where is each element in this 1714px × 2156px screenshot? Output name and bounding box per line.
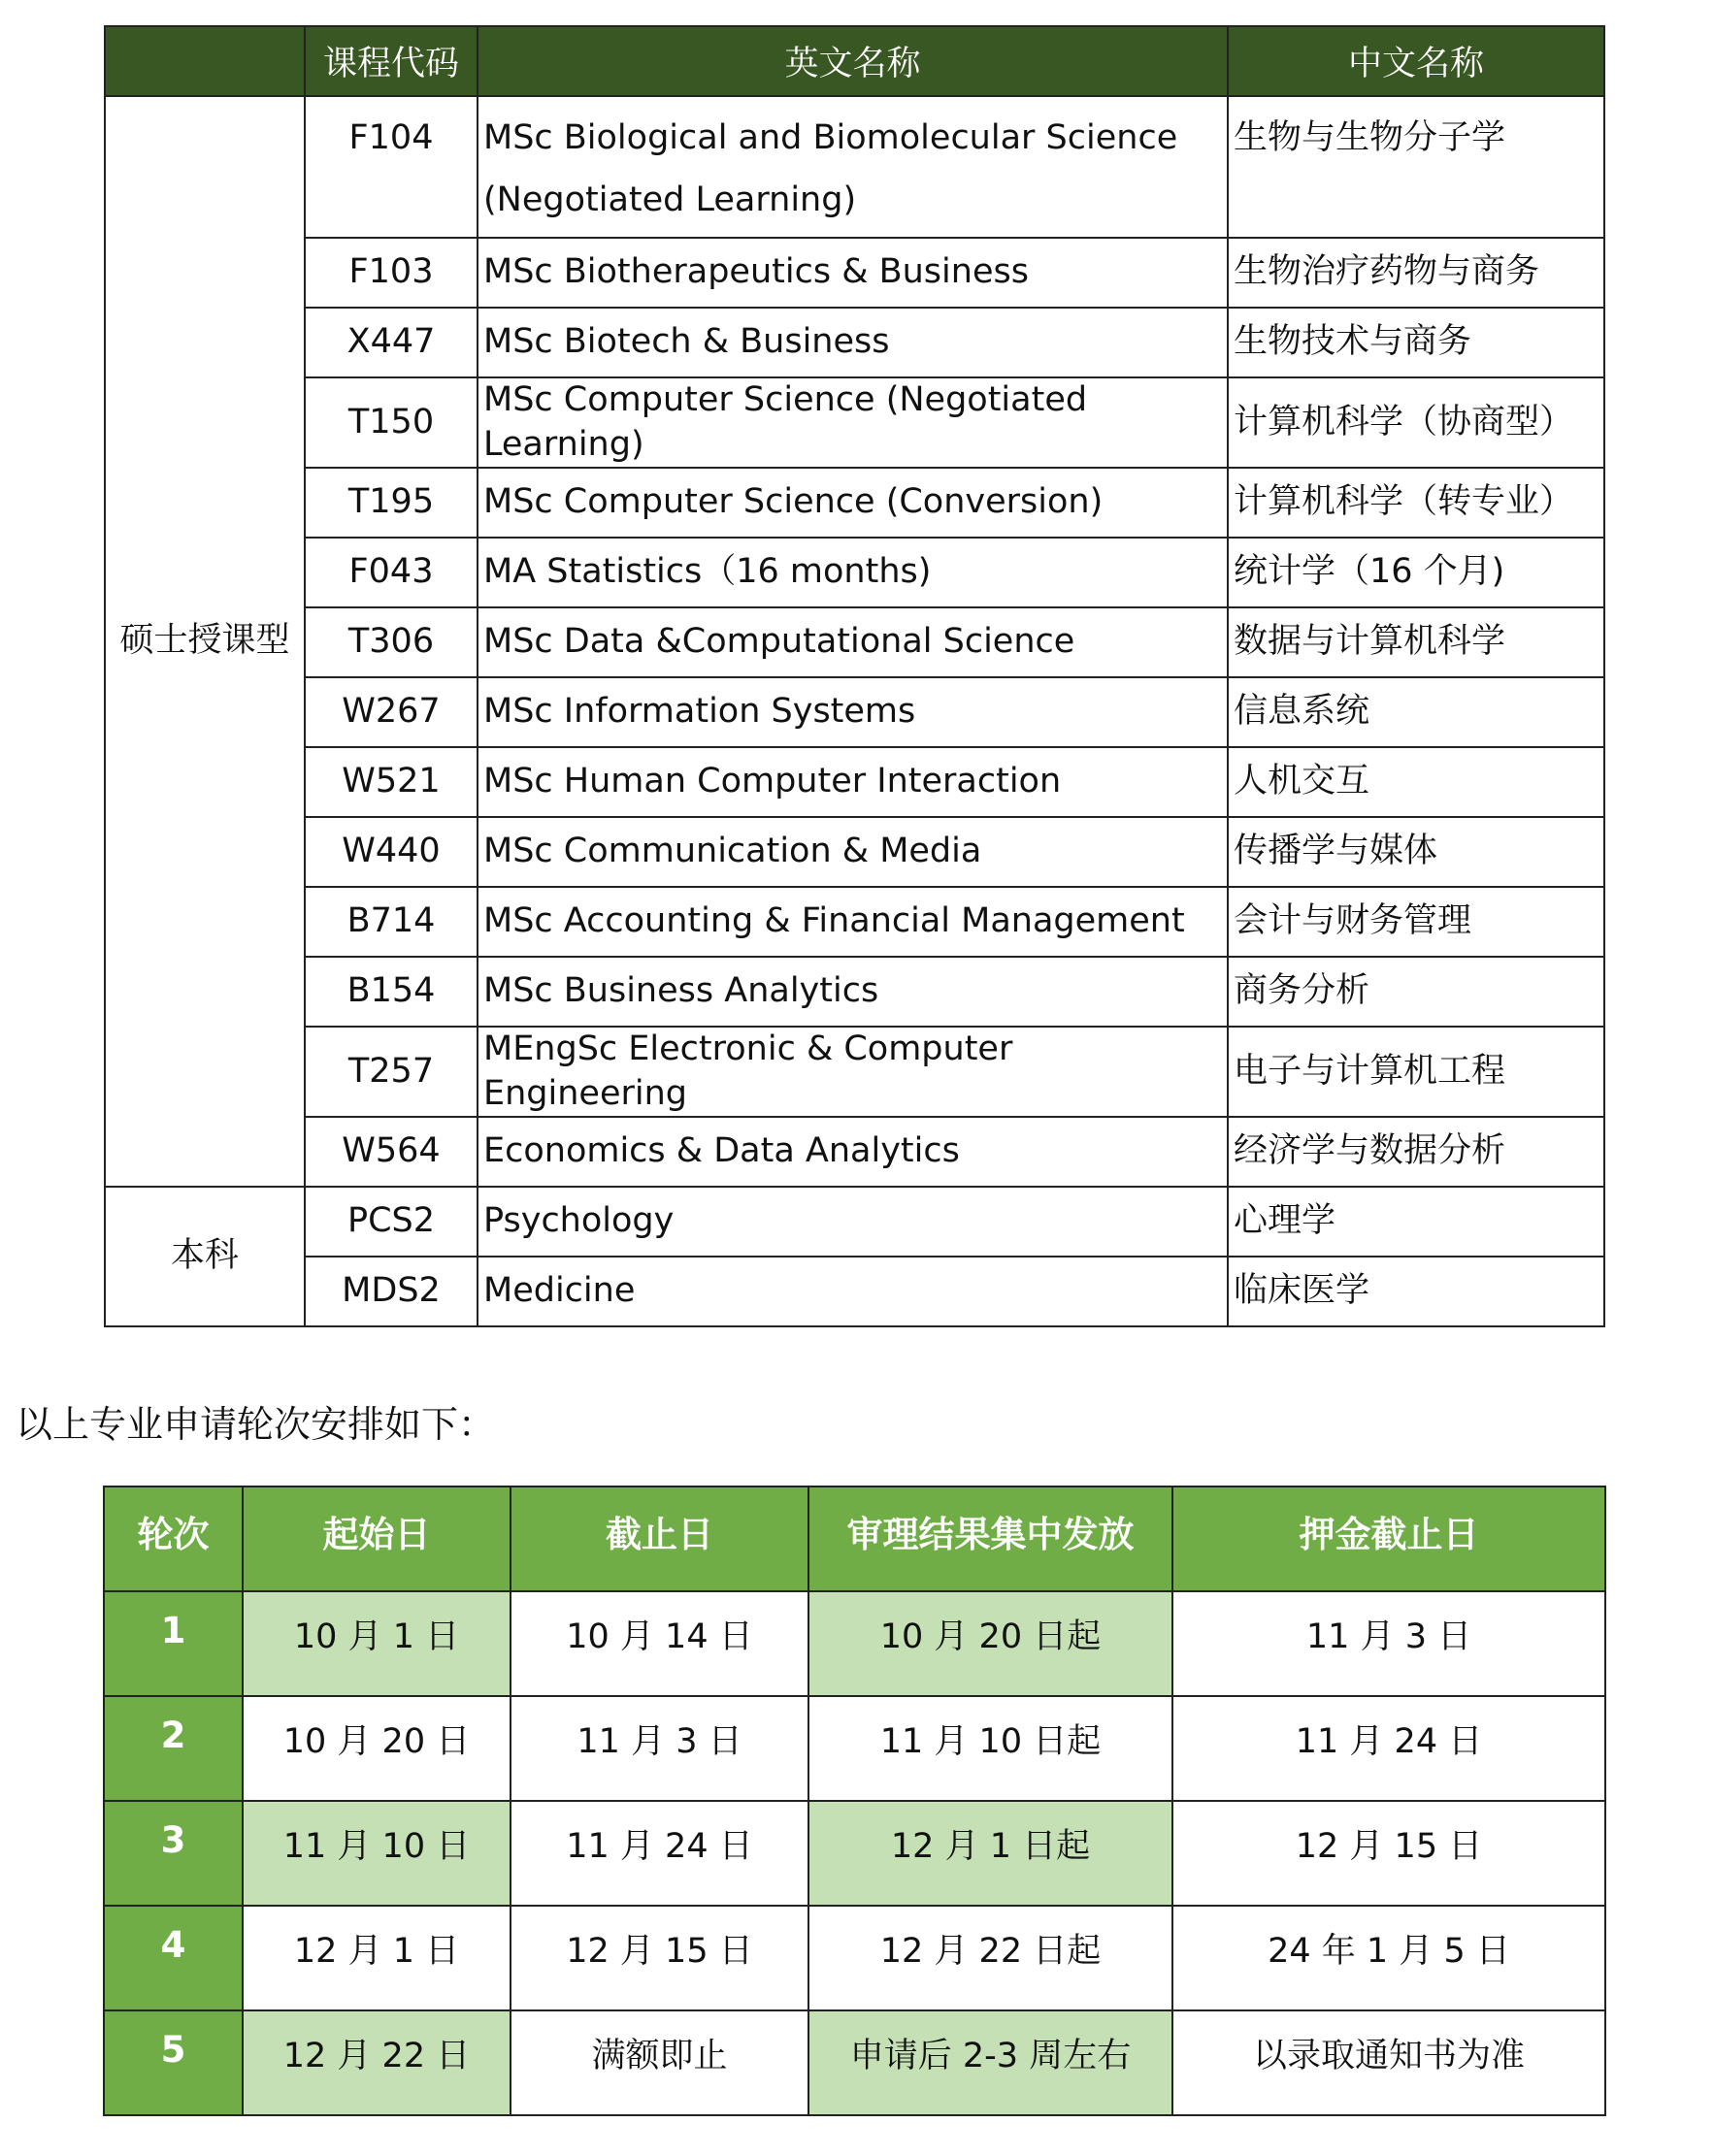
course-code: T195 — [305, 468, 478, 538]
start-date: 10 月 1 日 — [243, 1591, 511, 1696]
table-row — [105, 817, 1604, 887]
course-code: F043 — [305, 538, 478, 607]
course-code: B154 — [305, 957, 478, 1027]
table-row — [105, 1117, 1604, 1187]
round-number: 2 — [104, 1696, 243, 1801]
deadline: 满额即止 — [511, 2010, 808, 2115]
course-english-name: MSc Biological and Biomolecular Science (Negotiated Learning) — [478, 96, 1228, 238]
table-row — [104, 2010, 1605, 2115]
course-english-name: MSc Biotech & Business — [478, 308, 1228, 377]
course-code: MDS2 — [305, 1257, 478, 1326]
course-code: T257 — [305, 1027, 478, 1117]
table-row — [105, 96, 1604, 238]
deadline: 10 月 14 日 — [511, 1591, 808, 1696]
results-release: 11 月 10 日起 — [808, 1696, 1172, 1801]
course-code: T306 — [305, 607, 478, 677]
deposit-deadline: 11 月 3 日 — [1172, 1591, 1605, 1696]
course-code: F103 — [305, 238, 478, 308]
table-row — [105, 1257, 1604, 1326]
course-chinese-name: 生物技术与商务 — [1228, 308, 1604, 377]
start-date: 12 月 1 日 — [243, 1906, 511, 2010]
table-row — [105, 607, 1604, 677]
table-row — [105, 747, 1604, 817]
course-chinese-name: 计算机科学（转专业） — [1228, 468, 1604, 538]
course-english-name: MSc Accounting & Financial Management — [478, 887, 1228, 957]
course-code: T150 — [305, 377, 478, 468]
course-chinese-name: 数据与计算机科学 — [1228, 607, 1604, 677]
course-english-name: MSc Communication & Media — [478, 817, 1228, 887]
header-start-date: 起始日 — [243, 1486, 511, 1591]
course-chinese-name: 会计与财务管理 — [1228, 887, 1604, 957]
course-chinese-name: 信息系统 — [1228, 677, 1604, 747]
schedule-table — [103, 1486, 1606, 2116]
course-code: W440 — [305, 817, 478, 887]
course-english-name: MA Statistics（16 months) — [478, 538, 1228, 607]
deadline: 11 月 24 日 — [511, 1801, 808, 1906]
table-row — [105, 468, 1604, 538]
deposit-deadline: 12 月 15 日 — [1172, 1801, 1605, 1906]
course-english-name: MSc Information Systems — [478, 677, 1228, 747]
table-row — [104, 1801, 1605, 1906]
header-round: 轮次 — [104, 1486, 243, 1591]
round-number: 1 — [104, 1591, 243, 1696]
header-deposit-deadline: 押金截止日 — [1172, 1486, 1605, 1591]
table-row — [105, 238, 1604, 308]
course-table-header-row — [105, 26, 1604, 96]
course-chinese-name: 电子与计算机工程 — [1228, 1027, 1604, 1117]
table-row — [105, 1027, 1604, 1117]
header-english-name: 英文名称 — [478, 26, 1228, 96]
table-row — [105, 1187, 1604, 1257]
course-table — [104, 25, 1605, 1327]
course-chinese-name: 人机交互 — [1228, 747, 1604, 817]
header-results-release: 审理结果集中发放 — [808, 1486, 1172, 1591]
round-number: 4 — [104, 1906, 243, 2010]
course-english-name: MSc Computer Science (Negotiated Learning) — [478, 377, 1228, 468]
table-row — [105, 308, 1604, 377]
course-chinese-name: 传播学与媒体 — [1228, 817, 1604, 887]
start-date: 11 月 10 日 — [243, 1801, 511, 1906]
category-masters: 硕士授课型 — [105, 96, 305, 1187]
course-code: B714 — [305, 887, 478, 957]
course-english-name: MSc Data &Computational Science — [478, 607, 1228, 677]
course-english-name: MSc Computer Science (Conversion) — [478, 468, 1228, 538]
start-date: 10 月 20 日 — [243, 1696, 511, 1801]
course-chinese-name: 商务分析 — [1228, 957, 1604, 1027]
course-code: F104 — [305, 96, 478, 238]
round-number: 5 — [104, 2010, 243, 2115]
course-chinese-name: 生物治疗药物与商务 — [1228, 238, 1604, 308]
results-release: 10 月 20 日起 — [808, 1591, 1172, 1696]
course-code: W564 — [305, 1117, 478, 1187]
course-english-name: Economics & Data Analytics — [478, 1117, 1228, 1187]
schedule-intro-text: 以上专业申请轮次安排如下： — [16, 1403, 496, 1446]
start-date: 12 月 22 日 — [243, 2010, 511, 2115]
results-release: 申请后 2-3 周左右 — [808, 2010, 1172, 2115]
course-code: W521 — [305, 747, 478, 817]
table-row — [105, 377, 1604, 468]
table-row — [105, 957, 1604, 1027]
course-code: PCS2 — [305, 1187, 478, 1257]
course-code: X447 — [305, 308, 478, 377]
course-english-name: MEngSc Electronic & Computer Engineering — [478, 1027, 1228, 1117]
header-chinese-name: 中文名称 — [1228, 26, 1604, 96]
header-deadline: 截止日 — [511, 1486, 808, 1591]
course-chinese-name: 统计学（16 个月) — [1228, 538, 1604, 607]
table-row — [105, 538, 1604, 607]
round-number: 3 — [104, 1801, 243, 1906]
header-course-code: 课程代码 — [305, 26, 478, 96]
course-english-name: MSc Biotherapeutics & Business — [478, 238, 1228, 308]
results-release: 12 月 1 日起 — [808, 1801, 1172, 1906]
category-undergrad: 本科 — [105, 1187, 305, 1326]
course-english-name: MSc Human Computer Interaction — [478, 747, 1228, 817]
schedule-header-row — [104, 1486, 1605, 1591]
table-row — [104, 1696, 1605, 1801]
course-english-name: Psychology — [478, 1187, 1228, 1257]
deadline: 11 月 3 日 — [511, 1696, 808, 1801]
table-row — [105, 677, 1604, 747]
course-chinese-name: 经济学与数据分析 — [1228, 1117, 1604, 1187]
course-code: W267 — [305, 677, 478, 747]
course-chinese-name: 心理学 — [1228, 1187, 1604, 1257]
results-release: 12 月 22 日起 — [808, 1906, 1172, 2010]
course-english-name: MSc Business Analytics — [478, 957, 1228, 1027]
course-chinese-name: 临床医学 — [1228, 1257, 1604, 1326]
course-english-name: Medicine — [478, 1257, 1228, 1326]
table-row — [104, 1591, 1605, 1696]
deposit-deadline: 11 月 24 日 — [1172, 1696, 1605, 1801]
deadline: 12 月 15 日 — [511, 1906, 808, 2010]
deposit-deadline: 24 年 1 月 5 日 — [1172, 1906, 1605, 2010]
table-row — [104, 1906, 1605, 2010]
course-chinese-name: 计算机科学（协商型） — [1228, 377, 1604, 468]
header-blank — [105, 26, 305, 96]
table-row — [105, 887, 1604, 957]
course-chinese-name: 生物与生物分子学 — [1228, 96, 1604, 238]
deposit-deadline: 以录取通知书为准 — [1172, 2010, 1605, 2115]
